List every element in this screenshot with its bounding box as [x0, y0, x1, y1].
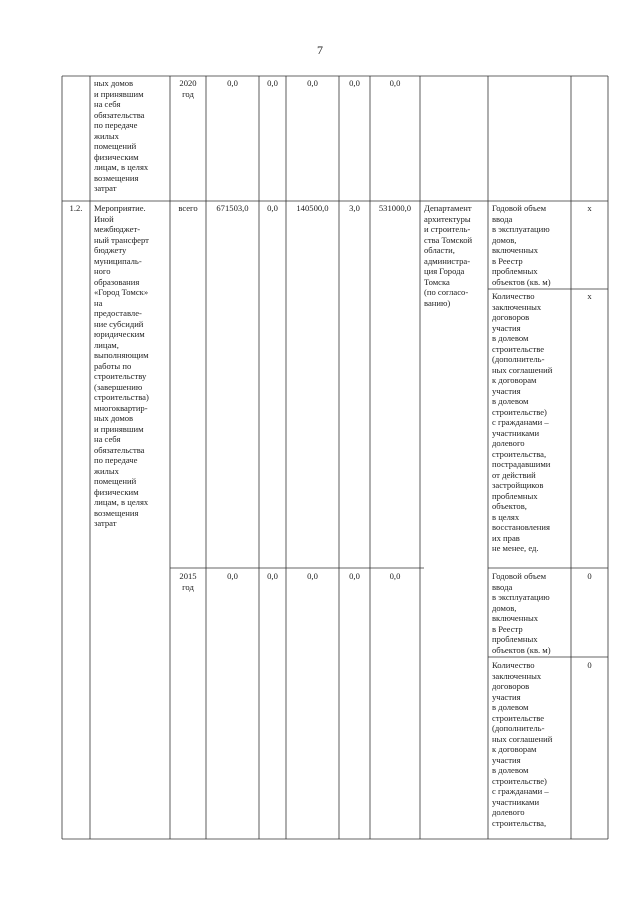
page-number: 7 — [317, 43, 323, 57]
row-1-2-indicator-2: Количество заключенных договоров участия в долевом строительстве (дополнитель- ных соглашений к договорам участия в долевом строительстве) с гражданами – участниками долевого строительства, пострадавшими от действий застройщиков проблемных объектов, в целях восстановления их прав не менее, ед. — [492, 291, 553, 553]
row-1-2-indicator-1-value: х — [587, 203, 592, 213]
row-1-2-value-local: 3,0 — [349, 203, 360, 213]
row-2015-value-local: 0,0 — [349, 571, 360, 581]
row-1-2-description: Мероприятие. Иной межбюджет- ный трансферт бюджету муниципаль- ного образования «Город Томск» на предоставле- ние субсидий юридическим лицам, выполняющим работы по строительству (завершению строительства) многоквартир- ных домов и принявшим на себя обязательства по передаче жилых помещений физическим лицам, в целях возмещения затрат — [94, 203, 149, 528]
row-1-2-indicator-2-value: х — [587, 291, 592, 301]
row-2020-value-other: 0,0 — [389, 78, 401, 88]
row-1-2-value-regional: 140500,0 — [296, 203, 329, 213]
row-2015-indicator-1: Годовой объем ввода в эксплуатацию домов, включенных в Реестр проблемных объектов (кв. м) — [492, 571, 551, 655]
row-2015-indicator-1-value: 0 — [587, 571, 592, 581]
row-2020-description: ных домов и принявшим на себя обязательства по передаче жилых помещений физическим лицам, в целях возмещения затрат — [94, 78, 149, 193]
row-1-2-year: всего — [178, 203, 198, 213]
row-2020-value-federal: 0,0 — [267, 78, 278, 88]
row-2020-value-local: 0,0 — [349, 78, 360, 88]
row-2020-value-regional: 0,0 — [307, 78, 318, 88]
row-2015-year: 2015 год — [179, 571, 197, 592]
row-1-2-value-federal: 0,0 — [267, 203, 278, 213]
row-2015-indicator-2: Количество заключенных договоров участия в долевом строительстве (дополнитель- ных соглашений к договорам участия в долевом строительстве) с гражданами – участниками долевого строительства, — [492, 660, 553, 828]
row-1-2-executor: Департамент архитектуры и строитель- ства Томской области, администра- ция Города Томска (по согласо- ванию) — [424, 203, 473, 308]
row-1-2-value-other: 531000,0 — [378, 203, 412, 213]
row-2015-value-regional: 0,0 — [307, 571, 318, 581]
row-1-2-value-total: 671503,0 — [216, 203, 249, 213]
row-2015-value-total: 0,0 — [227, 571, 238, 581]
row-2020-value-total: 0,0 — [227, 78, 238, 88]
row-1-2-indicator-1: Годовой объем ввода в эксплуатацию домов, включенных в Реестр проблемных объектов (кв. м) — [492, 203, 551, 287]
row-2015-indicator-2-value: 0 — [587, 660, 592, 670]
row-2015-value-other: 0,0 — [389, 571, 401, 581]
row-2015-value-federal: 0,0 — [267, 571, 278, 581]
row-2020-year: 2020 год — [179, 78, 197, 99]
row-1-2-number: 1.2. — [69, 203, 83, 213]
